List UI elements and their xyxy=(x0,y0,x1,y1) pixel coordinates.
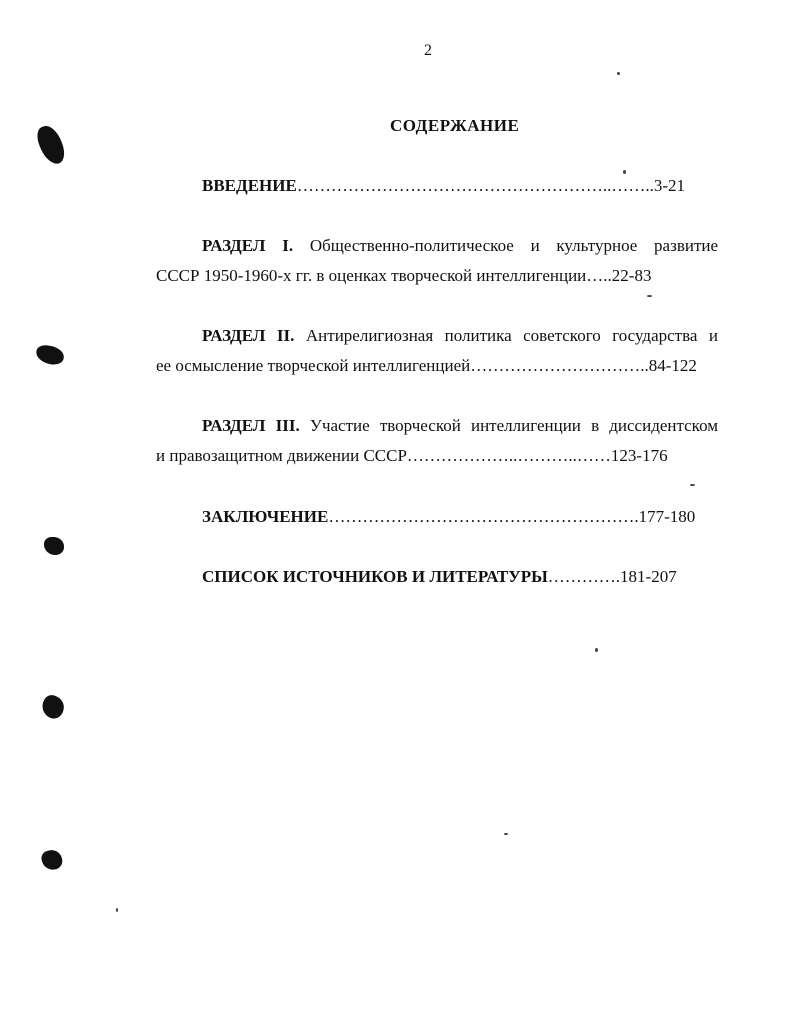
toc-entry-text: СССР 1950-1960-х гг. в оценках творческой интеллигенции xyxy=(156,266,587,285)
toc-page-range: 3-21 xyxy=(653,176,686,195)
scan-blot xyxy=(38,692,67,721)
scan-speck xyxy=(690,484,695,486)
toc-entry-section3-line1 xyxy=(202,416,718,436)
toc-page-range: 181-207 xyxy=(620,567,677,586)
toc-entry-text: Антирелигиозная политика советского государства и xyxy=(305,326,719,345)
toc-entry-label: ВВЕДЕНИЕ xyxy=(202,176,297,195)
toc-entry-label: РАЗДЕЛ II. xyxy=(202,326,295,345)
toc-entry-intro xyxy=(202,176,685,196)
toc-entry-section1-line2 xyxy=(156,266,651,286)
scan-blot xyxy=(35,344,66,367)
toc-entry-section1-line1 xyxy=(202,236,718,256)
toc-entry-label: ЗАКЛЮЧЕНИЕ xyxy=(202,507,329,526)
scan-blot xyxy=(40,848,64,872)
toc-leader-dots: ………………………………………………..…….. xyxy=(296,176,654,195)
toc-entry-label: РАЗДЕЛ III. xyxy=(202,416,300,435)
toc-entry-text: и правозащитном движении СССР xyxy=(156,446,407,465)
toc-leader-dots: ………………………………………………. xyxy=(328,507,639,526)
scan-speck xyxy=(647,295,652,297)
toc-entry-section2-line2 xyxy=(156,356,697,376)
toc-leader-dots: ….. xyxy=(586,266,612,285)
toc-entry-sources xyxy=(202,567,677,587)
toc-page-range: 177-180 xyxy=(638,507,696,526)
scan-speck xyxy=(595,648,598,652)
toc-entry-text: Участие творческой интеллигенции в диссидентском xyxy=(309,416,718,435)
toc-entry-section2-line1 xyxy=(202,326,718,346)
toc-leader-dots: …………. xyxy=(547,567,621,586)
toc-entry-label: РАЗДЕЛ I. xyxy=(202,236,294,255)
scan-speck xyxy=(617,72,620,75)
toc-leader-dots: ………………..………..…… xyxy=(406,446,611,465)
toc-entry-conclusion xyxy=(202,507,695,527)
scan-speck xyxy=(504,833,508,835)
scan-speck xyxy=(116,908,118,912)
scan-blot xyxy=(34,122,68,167)
scan-speck xyxy=(623,170,626,174)
toc-page-range: 123-176 xyxy=(610,446,668,465)
toc-entry-text: ее осмысление творческой интеллигенцией xyxy=(156,356,471,375)
scan-blot xyxy=(44,537,64,555)
toc-entry-label: СПИСОК ИСТОЧНИКОВ И ЛИТЕРАТУРЫ xyxy=(202,567,548,586)
toc-title: СОДЕРЖАНИЕ xyxy=(390,116,520,135)
toc-page-range: 22-83 xyxy=(611,266,652,285)
toc-page-range: 84-122 xyxy=(648,356,697,375)
page-number: 2 xyxy=(424,42,432,59)
toc-entry-section3-line2 xyxy=(156,446,668,466)
toc-entry-text: Общественно-политическое и культурное развитие xyxy=(309,236,719,255)
toc-leader-dots: ………………………….. xyxy=(470,356,649,375)
